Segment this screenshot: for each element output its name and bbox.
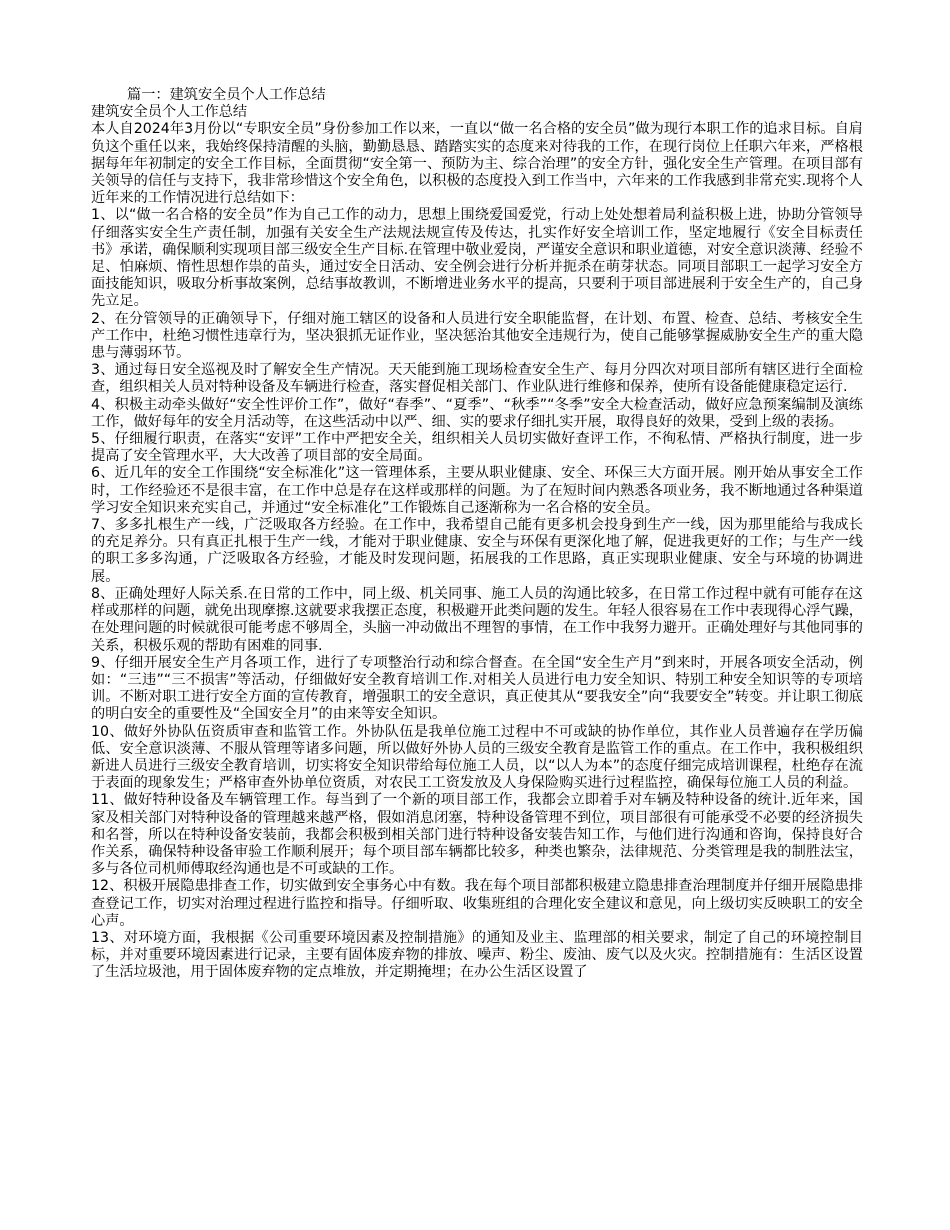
summary-item-7: 7、多多扎根生产一线，广泛吸取各方经验。在工作中，我希望自己能有更多机会投身到生产一线，因为那里能给与我成长的充足养分。只有真正扎根于生产一线，才能对于职业健康、安全与环保有更深化地了解，促进我更好的工作；与生产一线的职工多多沟通，广泛吸取各方经验，才能及时发现问题，拓展我的工作思路，真正实现职业健康、安全与环境的协调进展。 — [91, 517, 863, 585]
summary-item-5: 5、仔细履行职责，在落实“安评”工作中严把安全关，组织相关人员切实做好查评工作，不徇私情、严格执行制度，进一步提高了安全管理水平，大大改善了项目部的安全局面。 — [91, 431, 863, 465]
document-heading: 篇一：建筑安全员个人工作总结 — [127, 87, 326, 103]
summary-item-3: 3、通过每日安全巡视及时了解安全生产情况。天天能到施工现场检查安全生产、每月分四次对项目部所有辖区进行全面检查，组织相关人员对特种设备及车辆进行检查，落实督促相关部门、作业队进行维修和保养，使所有设备能健康稳定运行. — [91, 362, 863, 396]
summary-item-2: 2、在分管领导的正确领导下，仔细对施工辖区的设备和人员进行安全职能监督，在计划、布置、检查、总结、考核安全生产工作中，杜绝习惯性违章行为，坚决狠抓无证作业，坚决惩治其他安全违规行为，使自己能够掌握威胁安全生产的重大隐患与薄弱环节。 — [91, 310, 863, 362]
intro-paragraph: 本人自2024年3月份以“专职安全员”身份参加工作以来，一直以“做一名合格的安全员”做为现行本职工作的追求目标。自肩负这个重任以来，我始终保持清醒的头脑，勤勤恳恳、踏踏实实的态度来对待我的工作，在现行岗位上任职六年来，严格根据每年年初制定的安全工作目标，全面贯彻“安全第一、预防为主、综合治理”的安全方针，强化安全生产管理。在项目部有关领导的信任与支持下，我非常珍惜这个安全角色，以积极的态度投入到工作当中，六年来的工作我感到非常充实.现将个人近年来的工作情况进行总结如下： — [91, 121, 863, 207]
document-subtitle: 建筑安全员个人工作总结 — [91, 104, 248, 121]
summary-item-13: 13、对环境方面，我根据《公司重要环境因素及控制措施》的通知及业主、监理部的相关要求，制定了自己的环境控制目标，并对重要环境因素进行记录，主要有固体废弃物的排放、噪声、粉尘、废油、废气以及火灾。控制措施有：生活区设置了生活垃圾池，用于固体废弃物的定点堆放，并定期掩埋；在办公生活区设置了 — [91, 929, 863, 981]
document-body — [91, 87, 863, 982]
summary-item-12: 12、积极开展隐患排查工作，切实做到安全事务心中有数。我在每个项目部都积极建立隐患排查治理制度并仔细开展隐患排查登记工作，切实对治理过程进行监控和指导。仔细听取、收集班组的合理化安全建议和意见，向上级切实反映职工的安全心声。 — [91, 878, 863, 929]
summary-item-11: 11、做好特种设备及车辆管理工作。每当到了一个新的项目部工作，我都会立即着手对车辆及特种设备的统计.近年来，国家及相关部门对特种设备的管理越来越严格，假如消息闭塞，特种设备管理不到位，项目部很有可能承受不必要的经济损失和名誉，所以在特种设备安装前，我都会积极到相关部门进行特种设备安装告知工作，与他们进行沟通和咨询，保持良好合作关系，确保特种设备审验工作顺利展开；每个项目部车辆都比较多，种类也繁杂，法律规范、分类管理是我的制胜法宝，多与各位司机师傅取经沟通也是不可或缺的工作。 — [91, 792, 863, 878]
summary-item-10: 10、做好外协队伍资质审查和监管工作。外协队伍是我单位施工过程中不可或缺的协作单位，其作业人员普遍存在学历偏低、安全意识淡薄、不服从管理等诸多问题，所以做好外协人员的三级安全教育是监管工作的重点。在工作中，我积极组织新进人员进行三级安全教育培训，切实将安全知识带给每位施工人员，以“以人为本”的态度仔细完成培训课程，杜绝存在流于表面的现象发生；严格审查外协单位资质，对农民工工资发放及人身保险购买进行过程监控，确保每位施工人员的利益。 — [91, 723, 863, 792]
summary-item-1: 1、以“做一名合格的安全员”作为自己工作的动力，思想上围绕爱国爱党，行动上处处想着局利益积极上进，协助分管领导仔细落实安全生产责任制，加强有关安全生产法规法规宣传及传达，扎实作好安全培训工作，坚定地履行《安全目标责任书》承诺，确保顺利实现项目部三级安全生产目标.在管理中敬业爱岗，严谨安全意识和职业道德，对安全意识淡薄、经验不足、怕麻烦、惰性思想作祟的苗头，通过安全日活动、安全例会进行分析并扼杀在萌芽状态。同项目部职工一起学习安全方面技能知识，吸取分析事故案例，总结事故教训，不断增进业务水平的提高，只要利于项目部进展利于安全生产的，自己身先立足。 — [91, 207, 863, 310]
summary-item-9: 9、仔细开展安全生产月各项工作，进行了专项整治行动和综合督查。在全国“安全生产月”到来时，开展各项安全活动，例如：“三违”“三不损害”等活动，仔细做好安全教育培训工作.对相关人员进行电力安全知识、特别工种安全知识等的专项培训。不断对职工进行安全方面的宣传教育，增强职工的安全意识，真正使其从“要我安全”向“我要安全”转变。并让职工彻底的明白安全的重要性及“全国安全月”的由来等安全知识。 — [91, 654, 863, 723]
summary-item-4: 4、积极主动牵头做好“安全性评价工作”，做好“春季”、“夏季”、“秋季”“冬季”安全大检查活动，做好应急预案编制及演练工作，做好每年的安全月活动等，在这些活动中以严、细、实的要求仔细扎实开展，取得良好的效果，受到上级的表扬。 — [91, 396, 863, 430]
summary-item-8: 8、正确处理好人际关系.在日常的工作中，同上级、机关同事、施工人员的沟通比较多，在日常工作过程中就有可能存在这样或那样的问题，就免出现摩擦.这就要求我摆正态度，积极避开此类问题的发生。年轻人很容易在工作中表现得心浮气躁，在处理问题的时候就很可能考虑不够周全，头脑一冲动做出不理智的事情，在工作中我努力避开。正确处理好与其他同事的关系，积极乐观的帮助有困难的同事. — [91, 585, 863, 654]
summary-item-6: 6、近几年的安全工作围绕“安全标准化”这一管理体系，主要从职业健康、安全、环保三大方面开展。刚开始从事安全工作时，工作经验还不是很丰富，在工作中总是存在这样或那样的问题。为了在短时间内熟悉各项业务，我不断地通过各种渠道学习安全知识来充实自己，并通过“安全标准化”工作锻炼自己逐渐称为一名合格的安全员。 — [91, 465, 863, 516]
